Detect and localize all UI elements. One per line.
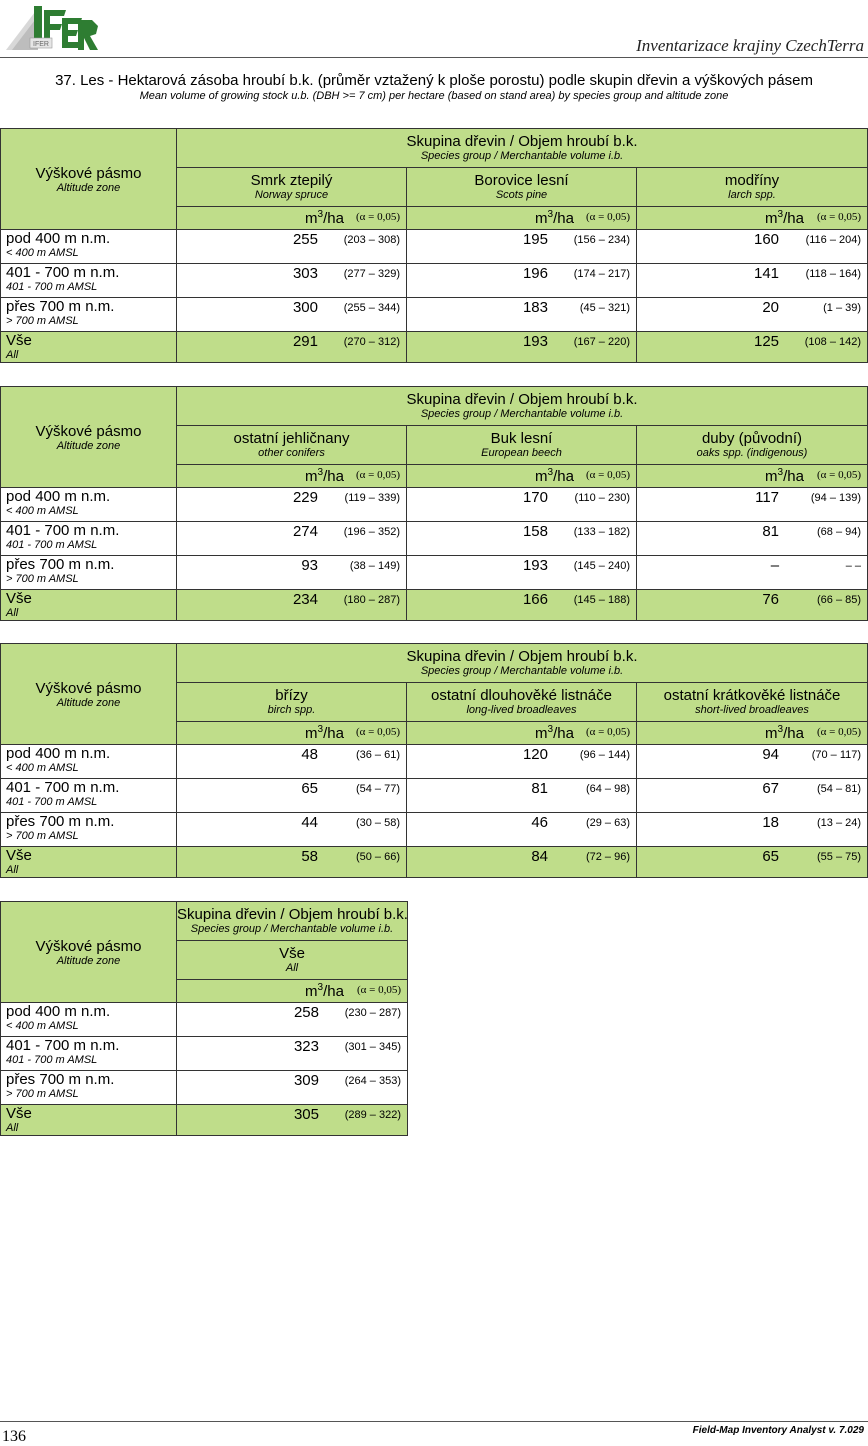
- document-title: 37. Les - Hektarová zásoba hroubí b.k. (průměr vztažený k ploše porostu) podle skupin dřevin a výškových pásem: [55, 72, 813, 89]
- value-cell: 160 (116 – 204): [637, 230, 868, 264]
- species-header: ostatní dlouhověké listnáče long-lived broadleaves: [407, 683, 637, 722]
- row-label: přes 700 m n.m. > 700 m AMSL: [1, 813, 177, 847]
- species-header: Borovice lesní Scots pine: [407, 168, 637, 207]
- species-header: Buk lesní European beech: [407, 426, 637, 465]
- value-cell: 305 (289 – 322): [177, 1105, 408, 1136]
- table-row-total: [1, 590, 868, 621]
- row-label: pod 400 m n.m. < 400 m AMSL: [1, 1003, 177, 1037]
- value-cell: 44 (30 – 58): [177, 813, 407, 847]
- value-cell: 300 (255 – 344): [177, 298, 407, 332]
- table-row: [1, 1037, 408, 1071]
- value-cell: 93 (38 – 149): [177, 556, 407, 590]
- value-cell: 170 (110 – 230): [407, 488, 637, 522]
- value-cell: 65 (54 – 77): [177, 779, 407, 813]
- header-divider: [0, 57, 868, 58]
- unit-header: $m^3/ha$ (α = 0,05): [177, 980, 408, 1003]
- value-cell: 193 (145 – 240): [407, 556, 637, 590]
- value-cell: 323 (301 – 345): [177, 1037, 408, 1071]
- table-row-total: [1, 332, 868, 363]
- value-cell: 196 (174 – 217): [407, 264, 637, 298]
- species-header: ostatní jehličnany other conifers: [177, 426, 407, 465]
- table-row: [1, 488, 868, 522]
- value-cell: 258 (230 – 287): [177, 1003, 408, 1037]
- value-cell: 255 (203 – 308): [177, 230, 407, 264]
- value-cell: – – –: [637, 556, 868, 590]
- value-cell: 67 (54 – 81): [637, 779, 868, 813]
- value-cell: 76 (66 – 85): [637, 590, 868, 621]
- svg-text:IFER: IFER: [33, 41, 49, 48]
- table-row: [1, 556, 868, 590]
- species-group-header: Skupina dřevin / Objem hroubí b.k. Species group / Merchantable volume i.b.: [177, 129, 868, 168]
- altitude-header: Výškové pásmo Altitude zone: [1, 902, 177, 1003]
- value-cell: 46 (29 – 63): [407, 813, 637, 847]
- row-label: 401 - 700 m n.m. 401 - 700 m AMSL: [1, 522, 177, 556]
- value-cell: 117 (94 – 139): [637, 488, 868, 522]
- table-row-total: [1, 847, 868, 878]
- altitude-header: Výškové pásmo Altitude zone: [1, 387, 177, 488]
- value-cell: 274 (196 – 352): [177, 522, 407, 556]
- row-label: pod 400 m n.m. < 400 m AMSL: [1, 488, 177, 522]
- table-row: [1, 779, 868, 813]
- table-row-total: [1, 1105, 408, 1136]
- unit-header: $m^3/ha$ (α = 0,05): [177, 465, 407, 488]
- value-cell: 229 (119 – 339): [177, 488, 407, 522]
- row-label: Vše All: [1, 332, 177, 363]
- value-cell: 125 (108 – 142): [637, 332, 868, 363]
- row-label: přes 700 m n.m. > 700 m AMSL: [1, 1071, 177, 1105]
- page-number: 136: [2, 1428, 26, 1445]
- species-header: břízy birch spp.: [177, 683, 407, 722]
- table-row: [1, 264, 868, 298]
- value-cell: 309 (264 – 353): [177, 1071, 408, 1105]
- unit-header: $m^3/ha$ (α = 0,05): [407, 722, 637, 745]
- value-cell: 193 (167 – 220): [407, 332, 637, 363]
- footer-note: Field-Map Inventory Analyst v. 7.029: [692, 1425, 864, 1436]
- row-label: Vše All: [1, 590, 177, 621]
- document-subtitle: Mean volume of growing stock u.b. (DBH >= 7 cm) per hectare (based on stand area) by species group and altitude zone: [139, 90, 729, 102]
- species-group-header: Skupina dřevin / Objem hroubí b.k. Species group / Merchantable volume i.b.: [177, 644, 868, 683]
- row-label: 401 - 700 m n.m. 401 - 700 m AMSL: [1, 779, 177, 813]
- value-cell: 183 (45 – 321): [407, 298, 637, 332]
- row-label: pod 400 m n.m. < 400 m AMSL: [1, 745, 177, 779]
- value-cell: 158 (133 – 182): [407, 522, 637, 556]
- ifer-logo: [4, 2, 100, 54]
- value-cell: 65 (55 – 75): [637, 847, 868, 878]
- table-row: [1, 1003, 408, 1037]
- row-label: 401 - 700 m n.m. 401 - 700 m AMSL: [1, 264, 177, 298]
- unit-header: $m^3/ha$ (α = 0,05): [407, 465, 637, 488]
- table-row: [1, 230, 868, 264]
- volume-table-4: [0, 901, 408, 1136]
- row-label: Vše All: [1, 1105, 177, 1136]
- value-cell: 120 (96 – 144): [407, 745, 637, 779]
- value-cell: 166 (145 – 188): [407, 590, 637, 621]
- species-group-header: Skupina dřevin / Objem hroubí b.k. Species group / Merchantable volume i.b.: [177, 387, 868, 426]
- value-cell: 195 (156 – 234): [407, 230, 637, 264]
- value-cell: 303 (277 – 329): [177, 264, 407, 298]
- value-cell: 234 (180 – 287): [177, 590, 407, 621]
- header-title: Inventarizace krajiny CzechTerra: [636, 36, 864, 55]
- value-cell: 84 (72 – 96): [407, 847, 637, 878]
- unit-header: $m^3/ha$ (α = 0,05): [637, 722, 868, 745]
- unit-header: $m^3/ha$ (α = 0,05): [177, 207, 407, 230]
- row-label: 401 - 700 m n.m. 401 - 700 m AMSL: [1, 1037, 177, 1071]
- volume-table-1: [0, 128, 868, 363]
- unit-header: $m^3/ha$ (α = 0,05): [637, 207, 868, 230]
- value-cell: 81 (68 – 94): [637, 522, 868, 556]
- value-cell: 291 (270 – 312): [177, 332, 407, 363]
- unit-header: $m^3/ha$ (α = 0,05): [177, 722, 407, 745]
- row-label: Vše All: [1, 847, 177, 878]
- species-header: modříny larch spp.: [637, 168, 868, 207]
- value-cell: 58 (50 – 66): [177, 847, 407, 878]
- value-cell: 48 (36 – 61): [177, 745, 407, 779]
- unit-header: $m^3/ha$ (α = 0,05): [407, 207, 637, 230]
- value-cell: 81 (64 – 98): [407, 779, 637, 813]
- table-row: [1, 745, 868, 779]
- species-header: ostatní krátkověké listnáče short-lived broadleaves: [637, 683, 868, 722]
- value-cell: 141 (118 – 164): [637, 264, 868, 298]
- volume-table-2: [0, 386, 868, 621]
- species-header: Smrk ztepilý Norway spruce: [177, 168, 407, 207]
- species-group-header: Skupina dřevin / Objem hroubí b.k. Species group / Merchantable volume i.b.: [177, 902, 408, 941]
- table-row: [1, 1071, 408, 1105]
- volume-table-3: [0, 643, 868, 878]
- table-row: [1, 522, 868, 556]
- unit-header: $m^3/ha$ (α = 0,05): [637, 465, 868, 488]
- value-cell: 18 (13 – 24): [637, 813, 868, 847]
- altitude-header: Výškové pásmo Altitude zone: [1, 129, 177, 230]
- table-row: [1, 298, 868, 332]
- species-header: duby (původní) oaks spp. (indigenous): [637, 426, 868, 465]
- altitude-header: Výškové pásmo Altitude zone: [1, 644, 177, 745]
- row-label: přes 700 m n.m. > 700 m AMSL: [1, 298, 177, 332]
- table-row: [1, 813, 868, 847]
- row-label: pod 400 m n.m. < 400 m AMSL: [1, 230, 177, 264]
- species-header: Vše All: [177, 941, 408, 980]
- value-cell: 94 (70 – 117): [637, 745, 868, 779]
- value-cell: 20 (1 – 39): [637, 298, 868, 332]
- row-label: přes 700 m n.m. > 700 m AMSL: [1, 556, 177, 590]
- footer-divider: [0, 1421, 868, 1422]
